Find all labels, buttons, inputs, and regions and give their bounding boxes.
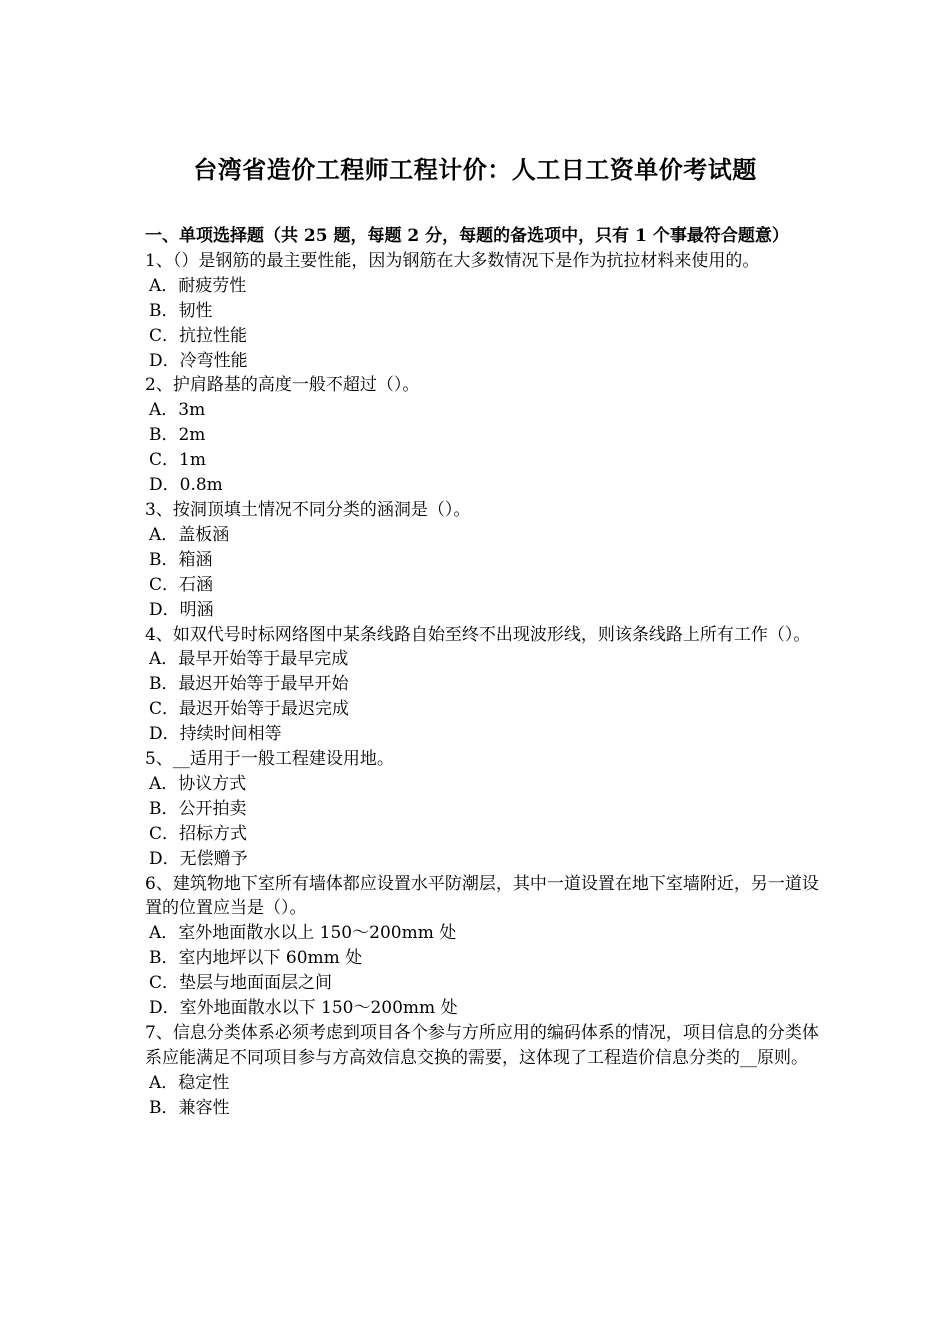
question-stem: 5、__适用于一般工程建设用地。 — [145, 749, 394, 770]
option-c: C．石涵 — [149, 574, 214, 595]
section-heading: 一、单项选择题（共 25 题，每题 2 分，每题的备选项中，只有 1 个事最符合题意） — [145, 226, 789, 246]
document-body — [145, 224, 825, 1121]
question-stem: 4、如双代号时标网络图中某条线路自始至终不出现波形线，则该条线路上所有工作（）。 — [145, 624, 811, 645]
option-b: B．兼容性 — [149, 1097, 230, 1118]
question-stem: 2、护肩路基的高度一般不超过（）。 — [145, 375, 420, 396]
question-4 — [145, 623, 825, 748]
question-2 — [145, 373, 825, 498]
option-d: D．无偿赠予 — [149, 848, 248, 869]
option-b: B．箱涵 — [149, 549, 213, 570]
option-a: A．耐疲劳性 — [149, 275, 247, 296]
question-stem: 7、信息分类体系必须考虑到项目各个参与方所应用的编码体系的情况，项目信息的分类体系应能满足不同项目参与方高效信息交换的需要，这体现了工程造价信息分类的__原则。 — [145, 1023, 819, 1068]
option-d: D．0.8m — [149, 475, 223, 496]
option-d: D．冷弯性能 — [149, 350, 248, 371]
question-3 — [145, 498, 825, 623]
option-c: C．垫层与地面面层之间 — [149, 973, 333, 994]
option-a: A．最早开始等于最早完成 — [149, 649, 349, 670]
option-c: C．招标方式 — [149, 823, 248, 844]
option-b: B．2m — [149, 425, 206, 446]
question-7 — [145, 1021, 825, 1121]
option-a: A．室外地面散水以上 150～200mm 处 — [149, 923, 457, 944]
option-b: B．韧性 — [149, 300, 213, 321]
option-b: B．室内地坪以下 60mm 处 — [149, 948, 363, 969]
option-a: A．稳定性 — [149, 1072, 230, 1093]
option-b: B．最迟开始等于最早开始 — [149, 674, 349, 695]
document-title: 台湾省造价工程师工程计价：人工日工资单价考试题 — [193, 155, 757, 184]
question-stem: 1、（）是钢筋的最主要性能，因为钢筋在大多数情况下是作为抗拉材料来使用的。 — [145, 250, 760, 271]
option-d: D．持续时间相等 — [149, 724, 282, 745]
question-stem: 3、按洞顶填土情况不同分类的涵洞是（）。 — [145, 499, 471, 520]
option-a: A．协议方式 — [149, 773, 247, 794]
question-5 — [145, 747, 825, 872]
question-stem: 6、建筑物地下室所有墙体都应设置水平防潮层，其中一道设置在地下室墙附近，另一道设置的位置应当是（）。 — [145, 873, 819, 919]
option-c: C．最迟开始等于最迟完成 — [149, 699, 350, 720]
question-6 — [145, 872, 825, 1021]
option-c: C．1m — [149, 450, 206, 471]
option-a: A．盖板涵 — [149, 524, 230, 545]
question-1 — [145, 249, 825, 374]
option-d: D．明涵 — [149, 599, 214, 620]
option-c: C．抗拉性能 — [149, 325, 248, 346]
option-d: D．室外地面散水以下 150～200mm 处 — [149, 998, 458, 1019]
option-a: A．3m — [149, 400, 206, 421]
option-b: B．公开拍卖 — [149, 798, 247, 819]
